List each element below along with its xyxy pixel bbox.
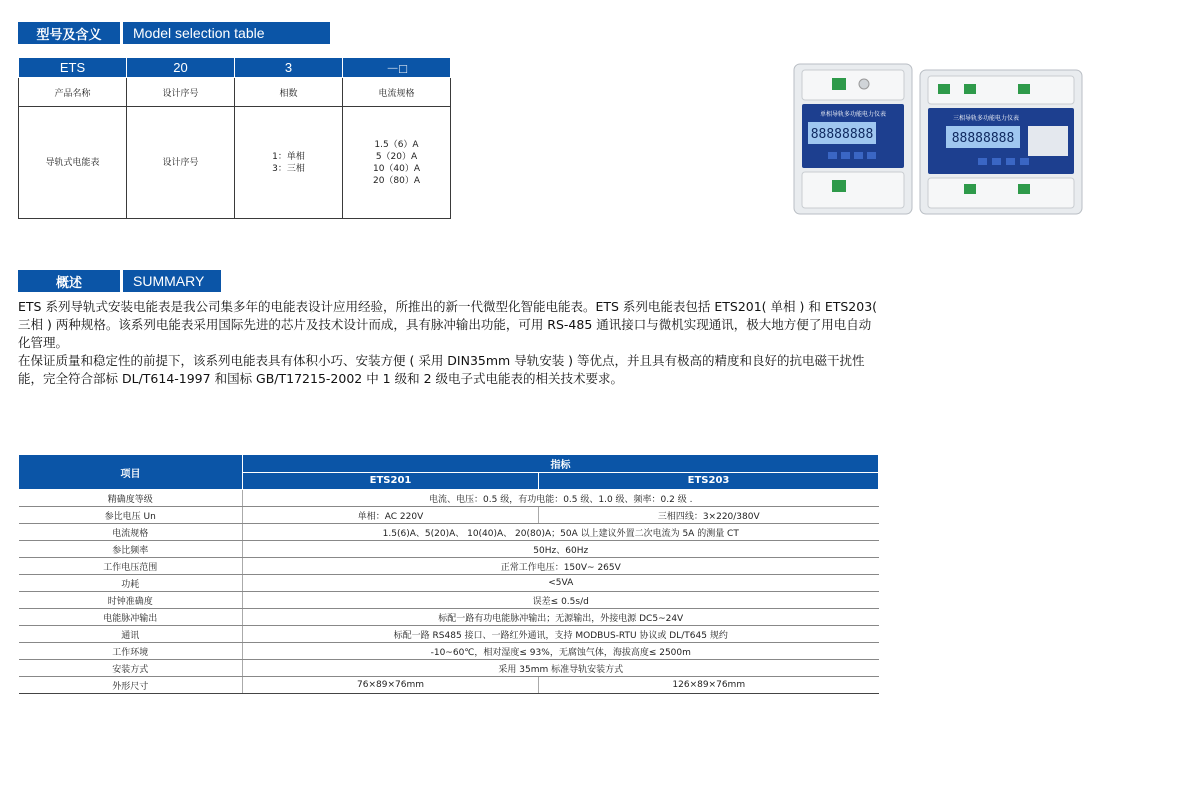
value-line: 5（20）A <box>375 151 418 162</box>
model-value-cell <box>19 107 127 219</box>
spec-value-cell: 误差≤ 0.5s/d <box>243 592 879 609</box>
value-line: 导轨式电能表 <box>45 157 100 168</box>
spec-value-cell: 单相：AC 220V <box>243 507 539 524</box>
spec-value-cell: 三相四线：3×220/380V <box>539 507 879 524</box>
product-photo <box>788 62 1088 220</box>
spec-row <box>19 575 879 592</box>
spec-row <box>19 490 879 507</box>
model-title-en: Model selection table <box>123 22 330 44</box>
spec-value-cell: 1.5(6)A、5(20)A、 10(40)A、 20(80)A；50A 以上建议外置二次电流为 5A 的测量 CT <box>243 524 879 541</box>
model-value-cell <box>235 107 343 219</box>
spec-value-cell: 标配一路有功电能脉冲输出；无源输出，外接电源 DC5~24V <box>243 609 879 626</box>
spec-item-cell: 工作电压范围 <box>19 558 243 575</box>
spec-header-ets203: ETS203 <box>539 472 879 490</box>
model-code-cell: ETS <box>19 58 127 78</box>
spec-item-cell: 精确度等级 <box>19 490 243 507</box>
spec-row <box>19 558 879 575</box>
spec-item-cell: 参比电压 Un <box>19 507 243 524</box>
spec-value-cell: 76×89×76mm <box>243 677 539 694</box>
summary-title-en: SUMMARY <box>123 270 221 292</box>
model-code-cell: 20 <box>127 58 235 78</box>
model-name-cell: 电流规格 <box>343 78 451 107</box>
spec-row <box>19 541 879 558</box>
model-code-cell: －□ <box>343 58 451 78</box>
spec-row <box>19 660 879 677</box>
model-name-cell: 产品名称 <box>19 78 127 107</box>
spec-value-cell: 50Hz、60Hz <box>243 541 879 558</box>
summary-section-header <box>18 270 221 292</box>
lcd-digits: 88888888 <box>951 131 1015 146</box>
value-line: 1：单相 <box>272 151 305 162</box>
spec-value-cell: 电流、电压：0.5 级，有功电能：0.5 级、1.0 级、频率：0.2 级 . <box>243 490 879 507</box>
model-code-cell: 3 <box>235 58 343 78</box>
model-selection-table <box>18 57 451 219</box>
summary-title-cn: 概述 <box>18 270 120 292</box>
value-line: 1.5（6）A <box>374 139 419 150</box>
spec-item-cell: 通讯 <box>19 626 243 643</box>
value-line: 20（80）A <box>372 175 421 186</box>
spec-row <box>19 524 879 541</box>
spec-table <box>18 454 879 694</box>
spec-table-body <box>19 490 879 694</box>
spec-row <box>19 626 879 643</box>
spec-header-item: 项目 <box>19 455 243 490</box>
model-title-cn: 型号及含义 <box>18 22 120 44</box>
spec-item-cell: 电能脉冲输出 <box>19 609 243 626</box>
spec-item-cell: 外形尺寸 <box>19 677 243 694</box>
meter-right-title: 三相导轨多功能电力仪表 <box>952 115 1020 122</box>
spec-row <box>19 592 879 609</box>
spec-header-index: 指标 <box>243 455 879 473</box>
spec-value-cell: 采用 35mm 标准导轨安装方式 <box>243 660 879 677</box>
meter-left-title: 单相导轨多功能电力仪表 <box>819 111 887 118</box>
spec-value-cell: -10~60℃，相对湿度≤ 93%，无腐蚀气体，海拔高度≤ 2500m <box>243 643 879 660</box>
spec-item-cell: 参比频率 <box>19 541 243 558</box>
spec-row <box>19 677 879 694</box>
spec-item-cell: 电流规格 <box>19 524 243 541</box>
model-value-cell <box>127 107 235 219</box>
spec-value-cell: 正常工作电压：150V~ 265V <box>243 558 879 575</box>
spec-row <box>19 643 879 660</box>
value-line: 10（40）A <box>372 163 421 174</box>
spec-row <box>19 507 879 524</box>
spec-item-cell: 安装方式 <box>19 660 243 677</box>
spec-row <box>19 609 879 626</box>
model-value-cell <box>343 107 451 219</box>
spec-value-cell: 标配一路 RS485 接口、一路红外通讯，支持 MODBUS-RTU 协议或 DL/T645 规约 <box>243 626 879 643</box>
spec-header-ets201: ETS201 <box>243 472 539 490</box>
model-name-cell: 相数 <box>235 78 343 107</box>
model-name-cell: 设计序号 <box>127 78 235 107</box>
model-section-header <box>18 22 330 44</box>
value-line: 设计序号 <box>162 157 199 168</box>
summary-text <box>18 298 878 388</box>
spec-value-cell: 126×89×76mm <box>539 677 879 694</box>
meter-three-phase <box>920 70 1082 214</box>
meter-single-phase <box>794 64 912 214</box>
spec-item-cell: 功耗 <box>19 575 243 592</box>
spec-item-cell: 工作环境 <box>19 643 243 660</box>
summary-paragraph: 在保证质量和稳定性的前提下，该系列电能表具有体积小巧、安装方便 ( 采用 DIN35mm 导轨安装 ) 等优点，并且具有极高的精度和良好的抗电磁干扰性能，完全符合部标 DL/T614-1997 和国标 GB/T17215-2002 中 1 级和 2 级电子式电能表的相关技术要求。 <box>18 353 865 386</box>
lcd-digits: 88888888 <box>810 127 874 142</box>
spec-item-cell: 时钟准确度 <box>19 592 243 609</box>
spec-value-cell: <5VA <box>243 575 879 592</box>
value-line: 3：三相 <box>272 163 305 174</box>
summary-paragraph: ETS 系列导轨式安装电能表是我公司集多年的电能表设计应用经验，所推出的新一代微型化智能电能表。ETS 系列电能表包括 ETS201( 单相 ) 和 ETS203( 三相 ) 两种规格。该系列电能表采用国际先进的芯片及技术设计而成，具有脉冲输出功能，可用 RS-485 通讯接口与微机实现通讯，极大地方便了用电自动化管理。 <box>18 299 878 350</box>
